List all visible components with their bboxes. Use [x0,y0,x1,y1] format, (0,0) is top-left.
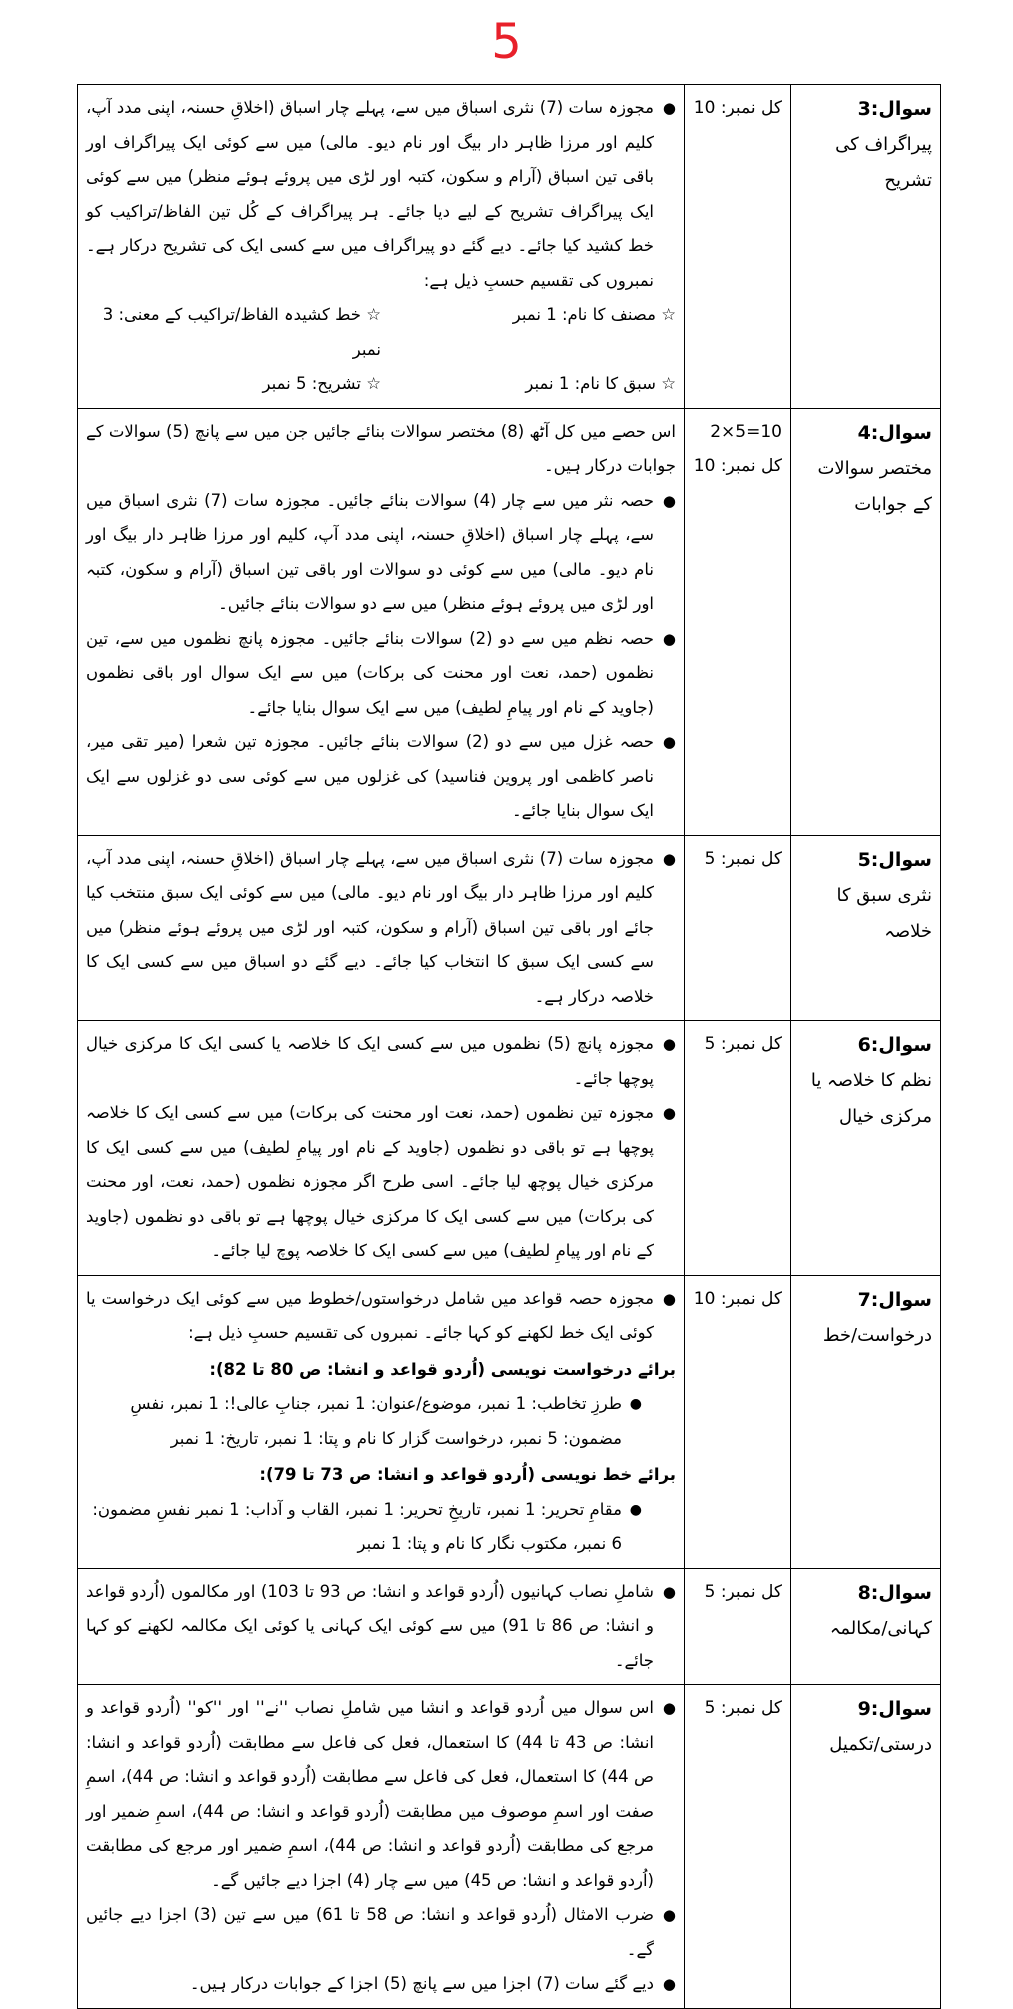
bullet-list [86,1027,676,1269]
content-cell [78,835,685,1021]
bullet-item: ● حصہ نثر میں سے چار (4) سوالات بنائے جائیں۔ مجوزہ سات (7) نثری اسباق میں سے، پہلے چار اسباق (اخلاقِ حسنہ، اپنی مدد آپ، کلیم اور مرزا ظاہر دار بیگ اور نام دیو۔ مالی) میں سے کوئی دو سوالات اور باقی تین اسباق (آرام و سکون، کتبہ اور لڑی میں پروئے ہوئے منظر) میں سے دو سوالات بنائے جائیں۔ [86,484,676,622]
letter-heading: برائے خط نویسی (اُردو قواعد و انشا: ص 73 تا 79): [259,1465,676,1484]
letter-breakdown [86,1493,676,1562]
bullet-item: ● مجوزہ پانچ (5) نظموں میں سے کسی ایک کا خلاصہ یا کسی ایک کا مرکزی خیال پوچھا جائے۔ [86,1027,676,1096]
question-row [78,835,941,1021]
bullet-item: ● مجوزہ حصہ قواعد میں شامل درخواستوں/خطوط میں سے کوئی ایک درخواست یا کوئی ایک خط لکھنے کو کہا جائے۔ نمبروں کی تقسیم حسبِ ذیل ہے: [86,1282,676,1351]
question-title: نثری سبق کا خلاصہ [836,884,932,942]
question-number: سوال:6 [857,1034,932,1056]
question-title: پیراگراف کی تشریح [835,134,932,191]
question-title: مختصر سوالات کے جوابات [817,457,932,515]
content-cell [78,1685,685,2009]
bullet-list [86,1575,676,1679]
question-cell [791,408,941,835]
question-number: سوال:4 [857,421,932,444]
question-cell [791,85,941,409]
breakdown-item: ● مقامِ تحریر: 1 نمبر، تاریخِ تحریر: 1 نمبر، القاب و آداب: 1 نمبر نفسِ مضمون: 6 نمبر، مکتوب نگار کا نام و پتا: 1 نمبر [86,1493,642,1562]
bullet-item: ● مجوزہ سات (7) نثری اسباق میں سے، پہلے چار اسباق (اخلاقِ حسنہ، اپنی مدد آپ، کلیم اور مرزا ظاہر دار بیگ اور نام دیو۔ مالی) میں سے کوئی ایک سبق منتخب کیا جائے اور باقی تین اسباق (آرام و سکون، کتبہ اور لڑی میں پروئے ہوئے منظر) میں سے کسی ایک سبق کا انتخاب کیا جائے۔ دیے گئے دو اسباق میں سے کسی ایک کا خلاصہ درکار ہے۔ [86,842,676,1015]
marks-value: کل نمبر: 10 [693,1288,782,1309]
marks-value: 10=5×2 [710,421,782,442]
question-title: درخواست/خط [822,1324,932,1346]
marking-scheme-table [77,84,941,2009]
breakdown-item: ☆ مصنف کا نام: 1 نمبر [512,305,676,324]
question-row [78,85,941,409]
question-row [78,1021,941,1276]
marks-cell [685,835,791,1021]
question-number: سوال:9 [857,1698,932,1720]
breakdown-item: ● طرزِ تخاطب: 1 نمبر، موضوع/عنوان: 1 نمبر، جنابِ عالی!: 1 نمبر، نفسِ مضمون: 5 نمبر، درخواست گزار کا نام و پتا: 1 نمبر، تاریخ: 1 نمبر [86,1387,642,1456]
application-heading: برائے درخواست نویسی (اُردو قواعد و انشا: ص 80 تا 82): [209,1359,676,1379]
question-cell [791,1568,941,1685]
marks-value: کل نمبر: 10 [693,98,782,118]
question-title: درستی/تکمیل [829,1734,932,1755]
marks-breakdown [86,298,676,402]
question-title: کہانی/مکالمہ [829,1617,932,1639]
bullet-item: ● مجوزہ تین نظموں (حمد، نعت اور محنت کی برکات) میں سے کسی ایک کا خلاصہ پوچھا ہے تو باقی دو نظموں (جاوید کے نام اور پیامِ لطیف) میں سے کسی ایک کا مرکزی خیال پوچھ لیا جائے۔ اسی طرح اگر مجوزہ نظموں (حمد، نعت، اور محنت کی برکات) میں سے کسی ایک کا مرکزی خیال پوچھا ہے تو باقی دو نظموں (جاوید کے نام اور پیامِ لطیف) میں سے کسی ایک کا خلاصہ پوچ لیا جائے۔ [86,1096,676,1269]
breakdown-item: ☆ سبق کا نام: 1 نمبر [525,374,676,393]
question-row [78,1568,941,1685]
marks-cell [685,1021,791,1276]
bullet-item: ● مجوزہ سات (7) نثری اسباق میں سے، پہلے چار اسباق (اخلاقِ حسنہ، اپنی مدد آپ، کلیم اور مرزا ظاہر دار بیگ اور نام دیو۔ مالی) میں سے کوئی ایک پیراگراف اور باقی تین اسباق (آرام و سکون، کتبہ اور لڑی میں پروئے ہوئے منظر) میں سے کوئی ایک پیراگراف تشریح کے لیے دیا جائے۔ ہر پیراگراف کے کُل تین الفاظ/تراکیب کو خط کشید کیا جائے۔ دیے گئے دو پیراگراف میں سے کسی ایک کی تشریح درکار ہے۔ نمبروں کی تقسیم حسبِ ذیل ہے: [86,91,676,298]
question-number: سوال:5 [857,848,932,871]
content-cell [78,1568,685,1685]
bullet-list [86,91,676,298]
application-breakdown [86,1387,676,1456]
question-number: سوال:8 [857,1581,932,1604]
question-cell [791,835,941,1021]
bullet-item: ● حصہ غزل میں سے دو (2) سوالات بنائے جائیں۔ مجوزہ تین شعرا (میر تقی میر، ناصر کاظمی اور پروین فناسید) کی غزلوں میں سے کوئی سی دو غزلوں سے ایک ایک سوال بنایا جائے۔ [86,725,676,829]
content-cell [78,1021,685,1276]
bullet-list [86,484,676,829]
marks-value: کل نمبر: 5 [704,1581,782,1602]
marks-value: کل نمبر: 5 [704,1034,782,1054]
bullet-item: ● اس سوال میں اُردو قواعد و انشا میں شاملِ نصاب ''نے'' اور ''کو'' (اُردو قواعد و انشا: ص 43 تا 44) کا استعمال، فعل کی فاعل سے مطابقت (اُردو قواعد و انشا: ص 44) کا استعمال، فعل کی فاعل سے مطابقت (اُردو قواعد و انشا: ص 44)، اسمِ صفت اور اسمِ موصوف میں مطابقت (اُردو قواعد و انشا: ص 44)، اسمِ ضمیر اور مرجع کی مطابقت (اُردو قواعد و انشا: ص 44)، اسمِ ضمیر اور مرجع کی مطابقت (اُردو قواعد و انشا: ص 45) میں سے چار (4) اجزا دیے جائیں گے۔ [86,1691,676,1898]
question-row [78,1275,941,1568]
table-body [78,85,941,2009]
bullet-list [86,1691,676,2002]
bullet-list [86,842,676,1015]
row-intro: اس حصے میں کل آٹھ (8) مختصر سوالات بنائے جائیں جن میں سے پانچ (5) سوالات کے جوابات درکار ہیں۔ [86,421,676,475]
marks-value: کل نمبر: 5 [704,1698,782,1718]
breakdown-item: ☆ خط کشیدہ الفاظ/تراکیب کے معنی: 3 نمبر [102,305,381,359]
bullet-list [86,1282,676,1351]
question-row [78,408,941,835]
marks-cell [685,85,791,409]
content-cell [78,1275,685,1568]
question-cell [791,1685,941,2009]
marks-cell [685,1275,791,1568]
bullet-item: ● حصہ نظم میں سے دو (2) سوالات بنائے جائیں۔ مجوزہ پانچ نظموں میں سے، تین نظموں (حمد، نعت اور محنت کی برکات) میں سے ایک سوال اور باقی نظموں (جاوید کے نام اور پیامِ لطیف) میں سے ایک سوال بنایا جائے۔ [86,622,676,726]
marks-value: کل نمبر: 10 [693,456,782,476]
content-cell [78,408,685,835]
marks-value: کل نمبر: 5 [704,848,782,869]
question-cell [791,1275,941,1568]
breakdown-item: ☆ تشریح: 5 نمبر [262,374,381,393]
bullet-item: ● شاملِ نصاب کہانیوں (اُردو قواعد و انشا: ص 93 تا 103) اور مکالموں (اُردو قواعد و انشا: ص 86 تا 91) میں سے کوئی ایک کہانی یا کوئی ایک مکالمہ لکھنے کو کہا جائے۔ [86,1575,676,1679]
question-number: سوال:7 [857,1288,932,1311]
question-number: سوال:3 [857,98,932,120]
question-cell [791,1021,941,1276]
bullet-item: ● ضرب الامثال (اُردو قواعد و انشا: ص 58 تا 61) میں سے تین (3) اجزا دیے جائیں گے۔ [86,1898,676,1967]
marks-cell [685,408,791,835]
page-number: 5 [491,14,522,70]
content-cell [78,85,685,409]
question-row [78,1685,941,2009]
marks-cell [685,1685,791,2009]
marks-cell [685,1568,791,1685]
question-title: نظم کا خلاصہ یا مرکزی خیال [810,1070,932,1127]
bullet-item: ● دیے گئے سات (7) اجزا میں سے پانچ (5) اجزا کے جوابات درکار ہیں۔ [86,1967,676,2002]
